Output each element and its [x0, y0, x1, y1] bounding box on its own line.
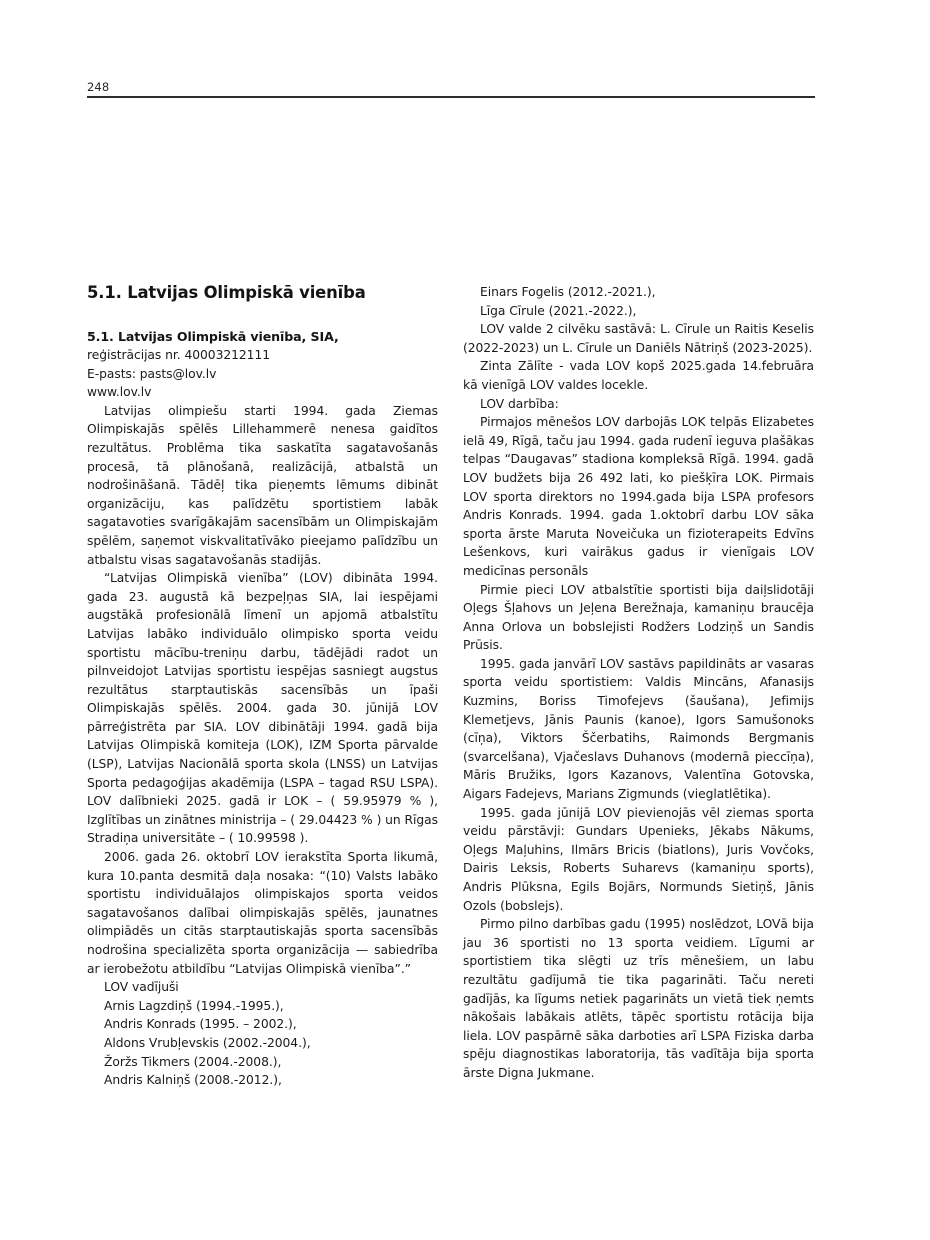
board-note-paragraph: LOV valde 2 cilvēku sastāvā: L. Cīrule un Raitis Keselis (2022-2023) un L. Cīrule un Daniēls Nātriņš (2023-2025).	[463, 322, 814, 355]
paragraph: Latvijas olimpiešu starti 1994. gada Ziemas Olimpiskajās spēlēs Lillehammerē nenesa gaidītos rezultātus. Problēma tika saskatīta sagatavošanās procesā, tā plānošanā, realizācijā, atbalstā un nodrošināšanā. Tādēļ tika pieņemts lēmums dibināt organizāciju, kas palīdzētu sportistiem labāk sagatavoties svarīgākajām sacensībām un Olimpiskajām spēlēm, saņemot viskvalitatīvāko pieejamo palīdzību un atbalstu visas sagatavošanās stadijās.	[87, 403, 438, 567]
list-item: Aldons Vrubļevskis (2002.-2004.),	[104, 1035, 311, 1050]
email-line: E-pasts: pasts@lov.lv	[87, 366, 217, 381]
right-column	[463, 283, 814, 1090]
page-number: 248	[87, 80, 110, 94]
paragraph: Pirmie pieci LOV atbalstītie sportisti bija daiļslidotāji Oļegs Šļahovs un Jeļena Berežnaja, kamaniņu braucēja Anna Orlova un bobslejisti Rodžers Lodziņš un Sandis Prūsis.	[463, 582, 814, 653]
activity-heading: LOV darbība:	[480, 396, 559, 411]
list-item: Līga Cīrule (2021.-2022.),	[480, 303, 637, 318]
list-item: Andris Konrads (1995. – 2002.),	[104, 1017, 297, 1032]
paragraph: Pirmajos mēnešos LOV darbojās LOK telpās Elizabetes ielā 49, Rīgā, taču jau 1994. gada rudenī ieguva plašākas telpas “Daugavas” stadiona kompleksā Rīgā. 1994. gadā LOV budžets bija 26 492 lati, ko piešķīra LOK. Pirmais LOV sporta direktors no 1994.gada bija LSPA profesors Andris Konrads. 1994. gada 1.oktobrī darbu LOV sāka sporta ārste Maruta Noveičuka un fizioterapeits Edvīns Lešenkovs, kuri vairākus gadus ir vienīgais LOV medicīnas personāls	[463, 415, 814, 578]
header-rule	[87, 96, 815, 98]
two-column-body	[87, 283, 815, 1090]
paragraph: “Latvijas Olimpiskā vienība” (LOV) dibināta 1994. gada 23. augustā kā bezpeļņas SIA, lai iespējami augstākā profesionālā līmenī un apjomā atbalstītu Latvijas labāko individuālo olimpisko sporta veidu sportistu mācību-treniņu darbu, tādējādi radot un pilnveidojot Latvijas sportistu iespējas sasniegt augstus rezultātus starptautiskās sacensībās un īpaši Olimpiskajās spēlēs. 2004. gada 30. jūnijā LOV pārreģistrēta par SIA. LOV dibinātāji 1994. gadā bija Latvijas Olimpiskā komiteja (LOK), IZM Sporta pārvalde (LSP), Latvijas Nacionālā sporta skola (LNSS) un Latvijas Sporta pedagoģijas akadēmija (LSPA – tagad RSU LSPA). LOV dalībnieki 2025. gadā ir LOK – ( 59.95979 % ), Izglītības un zinātnes ministrija – ( 29.04423 % ) un Rīgas Stradiņa universitāte – ( 10.99598 ).	[87, 571, 438, 846]
website-line: www.lov.lv	[87, 385, 152, 400]
current-head-paragraph: Zinta Zālīte - vada LOV kopš 2025.gada 14.februāra kā vienīgā LOV valdes locekle.	[463, 359, 814, 392]
subsection-title: 5.1. Latvijas Olimpiskā vienība, SIA,	[87, 329, 339, 344]
paragraph: 2006. gada 26. oktobrī LOV ierakstīta Sporta likumā, kura 10.panta desmitā daļa nosaka: “(10) Valsts labāko sportistu individuālajos olimpiskajos sporta veidos sagatavošanos dalībai olimpiskajās spēlēs, jaunatnes olimpiādēs un citās starptautiskajās sporta sacensībās nodrošina specializēta sporta organizācija — sabiedrība ar ierobežotu atbildību “Latvijas Olimpiskā vienība”.”	[87, 850, 438, 976]
running-head	[87, 80, 815, 98]
paragraph: Pirmo pilno darbības gadu (1995) noslēdzot, LOVā bija jau 36 sportisti no 13 sporta veidiem. Līgumi ar sportistiem tika slēgti uz trīs mēnešiem, un labu rezultātu gadījumā tie tika pagarināti. Taču nereti gadījās, ka līgums netiek pagarināts un vietā tiek ņemts nākošais labākais atlēts, tāpēc sportistu rotācija bija liela. LOV paspārnē sāka darboties arī LSPA Fiziska darba spēju diagnostikas laboratorija, tās vadītāja bija sporta ārste Digna Jukmane.	[463, 917, 814, 1080]
list-item: Einars Fogelis (2012.-2021.),	[480, 285, 656, 299]
registration-line: reģistrācijas nr. 40003212111	[87, 348, 270, 362]
paragraph: 1995. gada janvārī LOV sastāvs papildināts ar vasaras sporta veidu sportistiem: Valdis Mincāns, Afanasijs Kuzmins, Boriss Timofejevs (šaušana), Jefimijs Klemetjevs, Jānis Paunis (kanoe), Igors Samušonoks (cīņa), Viktors Ščerbatihs, Raimonds Bergmanis (svarcelšana), Vjačeslavs Duhanovs (modernā pieccīņa), Māris Bružiks, Igors Kazanovs, Valentīna Gotovska, Aigars Fadejevs, Marians Zigmunds (vieglatlētika).	[463, 656, 814, 802]
list-item: Andris Kalniņš (2008.-2012.),	[104, 1073, 282, 1088]
directors-heading: LOV vadījuši	[104, 980, 179, 995]
paragraph: 1995. gada jūnijā LOV pievienojās vēl ziemas sporta veidu pārstāvji: Gundars Upenieks, Jēkabs Nākums, Oļegs Maļuhins, Ilmārs Bricis (biatlons), Juris Vovčoks, Dairis Leksis, Roberts Suharevs (kamaniņu sports), Andris Plūksna, Egils Bojārs, Normunds Sietiņš, Jānis Ozols (bobslejs).	[463, 805, 814, 913]
list-item: Arnis Lagzdiņš (1994.-1995.),	[104, 998, 284, 1013]
left-column	[87, 283, 438, 1090]
section-title: 5.1. Latvijas Olimpiskā vienība	[87, 283, 366, 302]
list-item: Žoržs Tikmers (2004.-2008.),	[104, 1054, 282, 1069]
